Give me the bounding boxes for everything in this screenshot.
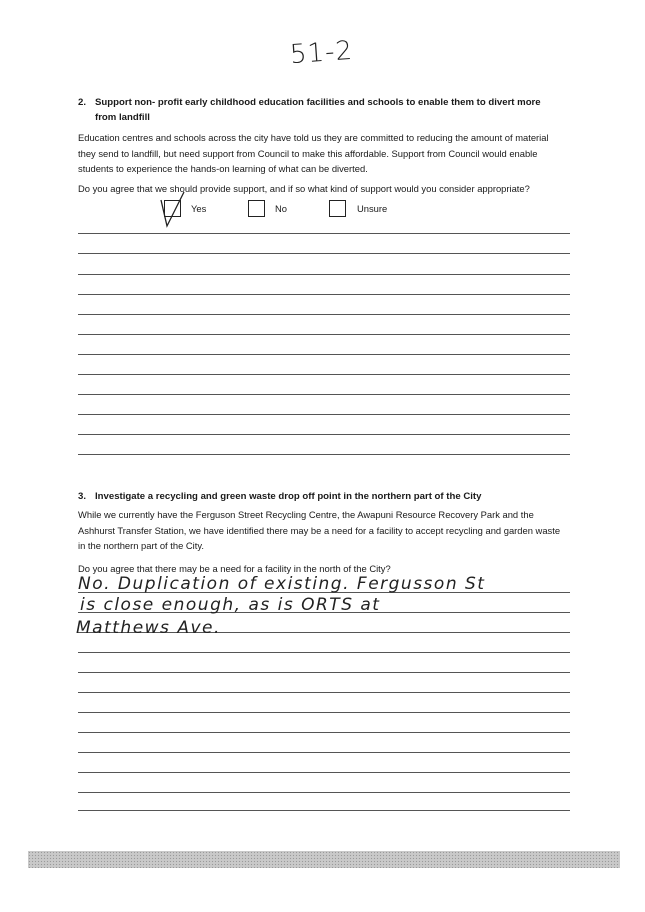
- q3-answer-line2: is close enough, as is ORTS at: [80, 595, 381, 615]
- q2-yes-label: Yes: [191, 203, 207, 214]
- q3-answer-line1: No. Duplication of existing. Fergusson St: [78, 574, 486, 594]
- q2-answer-line[interactable]: [78, 233, 570, 234]
- q2-body: [78, 130, 598, 177]
- q3-answer-line[interactable]: [78, 672, 570, 673]
- q2-body-line3: students to experience the hands-on learning of what can be diverted.: [78, 163, 368, 174]
- q2-body-line2: they send to landfill, but need support from Council to make this affordable. Support from Council would enable: [78, 147, 538, 159]
- q2-answer-line[interactable]: [78, 314, 570, 315]
- q2-title: [78, 95, 578, 125]
- q2-answer-line[interactable]: [78, 253, 570, 254]
- q3-body-line2: Ashhurst Transfer Station, we have identified there may be a need for a facility to accept recycling and garden waste: [78, 524, 561, 536]
- q3-answer-line[interactable]: [78, 752, 570, 753]
- q2-answer-line[interactable]: [78, 274, 570, 275]
- q2-title-line2: from landfill: [95, 112, 150, 123]
- q3-body-line3: in the northern part of the City.: [78, 540, 204, 551]
- q2-answer-line[interactable]: [78, 414, 570, 415]
- q3-answer-line[interactable]: [78, 712, 570, 713]
- q2-unsure-label: Unsure: [357, 203, 388, 214]
- q3-answer-line[interactable]: [78, 732, 570, 733]
- footer-band: [28, 851, 620, 868]
- q2-answer-line[interactable]: [78, 354, 570, 355]
- q2-question: Do you agree that we should provide support, and if so what kind of support would you consider appropriate?: [78, 183, 530, 194]
- q2-answer-line[interactable]: [78, 394, 570, 395]
- q3-number: 3.: [78, 491, 87, 502]
- q3-answer-line[interactable]: [78, 792, 570, 793]
- q3-title-text: Investigate a recycling and green waste drop off point in the northern part of the City: [95, 491, 482, 502]
- q2-no-label: No: [275, 203, 287, 214]
- q2-number: 2.: [78, 97, 87, 108]
- q2-unsure-checkbox[interactable]: [329, 200, 346, 217]
- q3-body: [78, 507, 598, 554]
- q2-answer-line[interactable]: [78, 334, 570, 335]
- q2-answer-line[interactable]: [78, 454, 570, 455]
- q2-answer-line[interactable]: [78, 294, 570, 295]
- page-marker: 51-2: [289, 35, 354, 71]
- q3-answer-line[interactable]: [78, 652, 570, 653]
- q3-answer-line[interactable]: [78, 810, 570, 811]
- q2-answer-line[interactable]: [78, 374, 570, 375]
- checkmark-icon: [158, 190, 188, 230]
- q2-no-checkbox[interactable]: [248, 200, 265, 217]
- q3-answer-line[interactable]: [78, 692, 570, 693]
- q3-answer-line[interactable]: [78, 772, 570, 773]
- q3-answer-line3: Matthews Ave.: [76, 618, 221, 638]
- q2-body-line1: Education centres and schools across the city have told us they are committed to reducing the amount of material: [78, 132, 549, 143]
- q3-title: [78, 489, 598, 504]
- q3-question: Do you agree that there may be a need for a facility in the north of the City?: [78, 563, 391, 574]
- q3-body-line1: While we currently have the Ferguson Street Recycling Centre, the Awapuni Resource Recovery Park and the: [78, 509, 534, 520]
- q2-title-line1: Support non- profit early childhood education facilities and schools to enable them to divert more: [95, 97, 541, 108]
- q2-answer-line[interactable]: [78, 434, 570, 435]
